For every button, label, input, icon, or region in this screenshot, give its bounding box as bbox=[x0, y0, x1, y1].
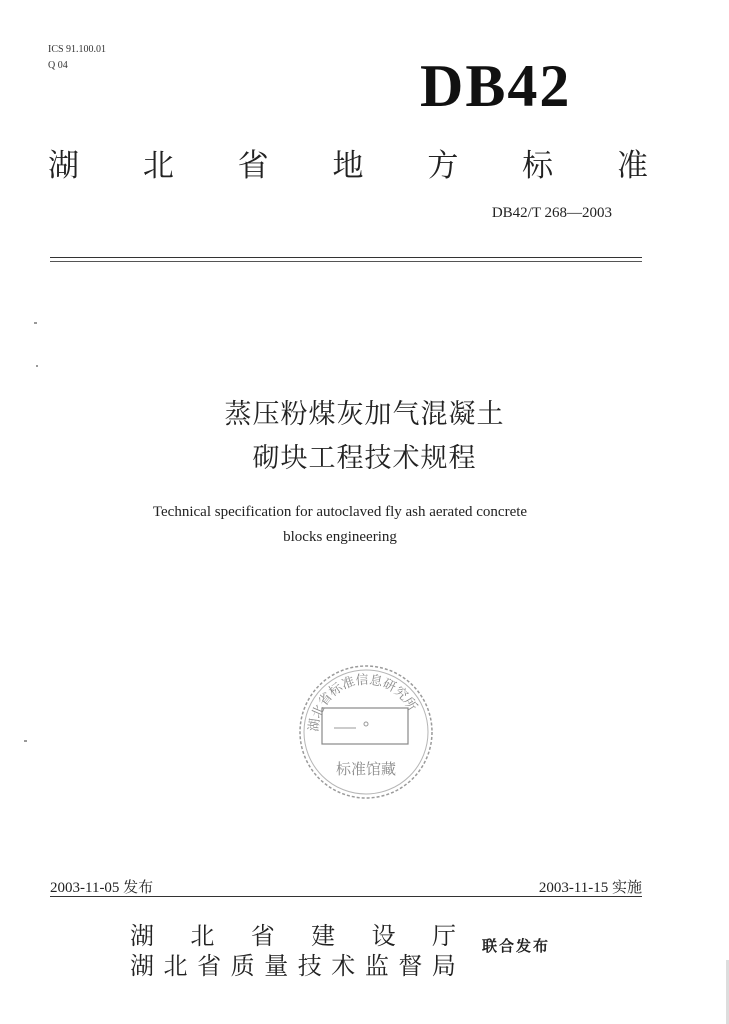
issuer-char: 设 bbox=[371, 922, 396, 950]
issuer-char: 技 bbox=[297, 952, 322, 980]
issuer-char: 北 bbox=[190, 922, 215, 950]
issuer-char: 监 bbox=[364, 952, 389, 980]
class-code: Q 04 bbox=[48, 60, 68, 71]
issuer-char: 省 bbox=[197, 952, 222, 980]
library-stamp-icon bbox=[296, 662, 436, 802]
issuer-char: 局 bbox=[431, 952, 456, 980]
issuer-quality-bureau bbox=[130, 946, 456, 981]
standard-number: DB42/T 268—2003 bbox=[491, 205, 612, 221]
standard-brand: DB42 bbox=[420, 53, 572, 119]
issuer-char: 质 bbox=[230, 952, 255, 980]
title-cn-line2: 砌块工程技术规程 bbox=[252, 443, 477, 474]
issuer-char: 厅 bbox=[431, 922, 456, 950]
heading-char: 方 bbox=[427, 148, 459, 184]
classification-codes bbox=[48, 42, 106, 74]
header-divider-secondary bbox=[50, 261, 642, 262]
title-en-line1: Technical specification for autoclaved fly ash aerated concrete bbox=[152, 504, 528, 520]
issuer-char: 湖 bbox=[130, 952, 154, 980]
heading-char: 省 bbox=[237, 148, 269, 184]
issuer-char: 北 bbox=[163, 952, 188, 980]
issuer-char: 省 bbox=[250, 922, 275, 950]
ics-code: ICS 91.100.01 bbox=[48, 44, 107, 55]
title-en bbox=[0, 500, 680, 550]
scan-speck bbox=[34, 322, 37, 324]
implement-date: 2003-11-15 实施 bbox=[538, 880, 642, 896]
issuer-char: 湖 bbox=[130, 922, 154, 950]
heading-char: 标 bbox=[522, 148, 554, 184]
issuer-char: 量 bbox=[264, 952, 289, 980]
heading-char: 地 bbox=[332, 148, 364, 184]
heading-char: 湖 bbox=[48, 148, 79, 184]
issuer-char: 术 bbox=[331, 952, 356, 980]
heading-char: 准 bbox=[616, 148, 648, 184]
stamp-top-text: 湖北省标准信息研究所 bbox=[306, 672, 420, 733]
footer-divider bbox=[50, 896, 642, 897]
heading-char: 北 bbox=[142, 148, 174, 184]
issuer-char: 督 bbox=[398, 952, 423, 980]
title-en-line2: blocks engineering bbox=[283, 529, 397, 545]
province-standard-heading bbox=[48, 140, 648, 185]
header-divider bbox=[50, 257, 642, 258]
scan-speck bbox=[36, 365, 38, 367]
issuer-char: 建 bbox=[311, 922, 336, 950]
scan-speck bbox=[24, 740, 27, 742]
title-cn-line1: 蒸压粉煤灰加气混凝土 bbox=[224, 399, 505, 430]
stamp-bottom-text: 标准馆藏 bbox=[335, 760, 397, 778]
issue-date: 2003-11-05 发布 bbox=[50, 880, 154, 896]
joint-issue-label: 联合发布 bbox=[482, 937, 551, 955]
